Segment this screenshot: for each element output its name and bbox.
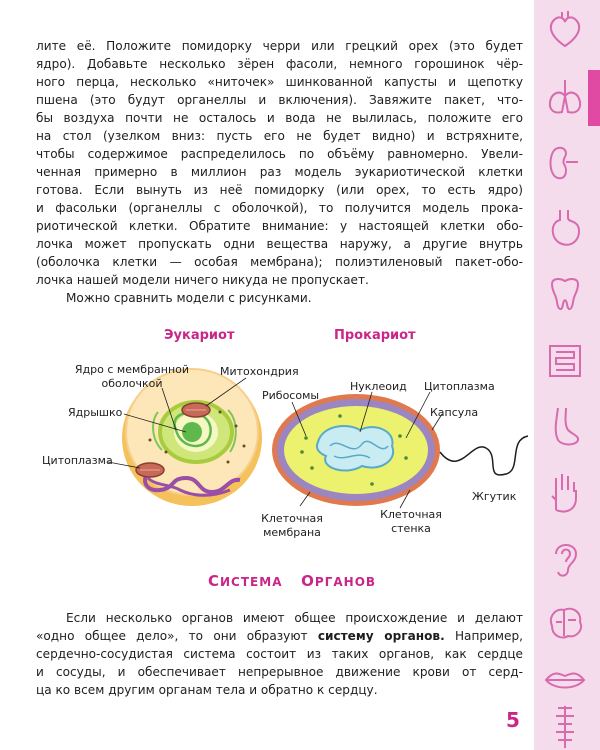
text-line: Можно сравнить модели с рисунками. <box>66 291 312 305</box>
text-line: ядро). Добавьте несколько зёрен фасоли, немного горошинок чёр- <box>36 57 523 71</box>
text-line: лочка может пропускать одни вещества наружу, а другие внутрь <box>36 237 523 251</box>
label-prokaryote-cytoplasm: Цитоплазма <box>424 380 495 393</box>
label-ribosomes: Рибосомы <box>262 389 320 402</box>
text-line: готова. Если вынуть из неё помидорку (или орех, то есть ядро) <box>36 183 523 197</box>
text-line: ца ко всем другим органам тела и обратно к сердцу. <box>36 683 378 697</box>
label-cell-membrane-line1: Клеточная <box>261 512 323 525</box>
text-line: Если несколько органов имеют общее происхождение и делают <box>66 611 523 625</box>
text-line: ного перца, несколько «ниточек» шинкованной капусты и щепотку <box>36 75 523 89</box>
text-line: риотической клетки. Обратите внимание: у настоящей клетки обо- <box>36 219 523 233</box>
prokaryote-title: Прокариот <box>334 328 416 343</box>
key-term: систему органов. <box>317 629 445 643</box>
heading-cap-1: С <box>208 572 221 590</box>
text-line: лите её. Положите помидорку черри или грецкий орех (это будет <box>36 39 523 53</box>
label-nucleolus: Ядрышко <box>68 406 123 419</box>
text-line: лочка нашей модели ничего никуда не пропускает. <box>36 273 369 287</box>
label-mitochondria: Митохондрия <box>220 365 299 378</box>
text-line: и фасольки (органеллы с оболочкой), то получится модель прока- <box>36 201 523 215</box>
page-number: 5 <box>506 708 520 732</box>
label-nucleus-line2: оболочкой <box>101 377 163 390</box>
body-paragraph-3 <box>36 609 523 699</box>
heading-rest-1: ИСТЕМА <box>220 575 283 589</box>
text-fragment: «одно общее дело», то они образуют <box>36 629 318 643</box>
text-line <box>36 627 523 645</box>
text-line: (оболочка клетки — особая мембрана); полиэтиленовый пакет-обо- <box>36 255 523 269</box>
label-capsule: Капсула <box>430 406 479 419</box>
section-heading <box>208 572 376 590</box>
label-cell-wall-line2: стенка <box>391 522 431 535</box>
text-line: сердечно-сосудистая система состоит из таких органов, как сердце <box>36 647 523 661</box>
label-nucleus <box>60 363 204 391</box>
text-line: чтобы содержимое распределилось по объёму равномерно. Увели- <box>36 147 523 161</box>
label-eukaryote-cytoplasm: Цитоплазма <box>42 454 113 467</box>
label-cell-membrane-line2: мембрана <box>263 526 321 539</box>
text-line: ченная примерно в миллион раз модель эукариотической клетки <box>36 165 523 179</box>
label-cell-wall <box>374 508 448 536</box>
heading-rest-2: РГАНОВ <box>314 575 377 589</box>
eukaryote-title: Эукариот <box>164 328 235 343</box>
label-nucleus-line1: Ядро с мембранной <box>74 363 190 376</box>
label-cell-wall-line1: Клеточная <box>380 508 442 521</box>
heading-cap-2: О <box>301 572 315 590</box>
text-line: пшена (это будут органеллы и включения). Завяжите пакет, что- <box>36 93 523 107</box>
text-line: на стол (узелком вниз: пусть его не будет видно) и встряхните, <box>36 129 523 143</box>
label-flagellum: Жгутик <box>472 490 517 503</box>
text-line: и сосуды, и обеспечивает непрерывное движение крови от серд- <box>36 665 523 679</box>
label-cell-membrane <box>252 512 332 540</box>
text-fragment: Например, <box>444 629 523 643</box>
text-line: бы воздуха почти не осталось и вода не вылилась, положите его <box>36 111 523 125</box>
label-nucleoid: Нуклеоид <box>350 380 407 393</box>
